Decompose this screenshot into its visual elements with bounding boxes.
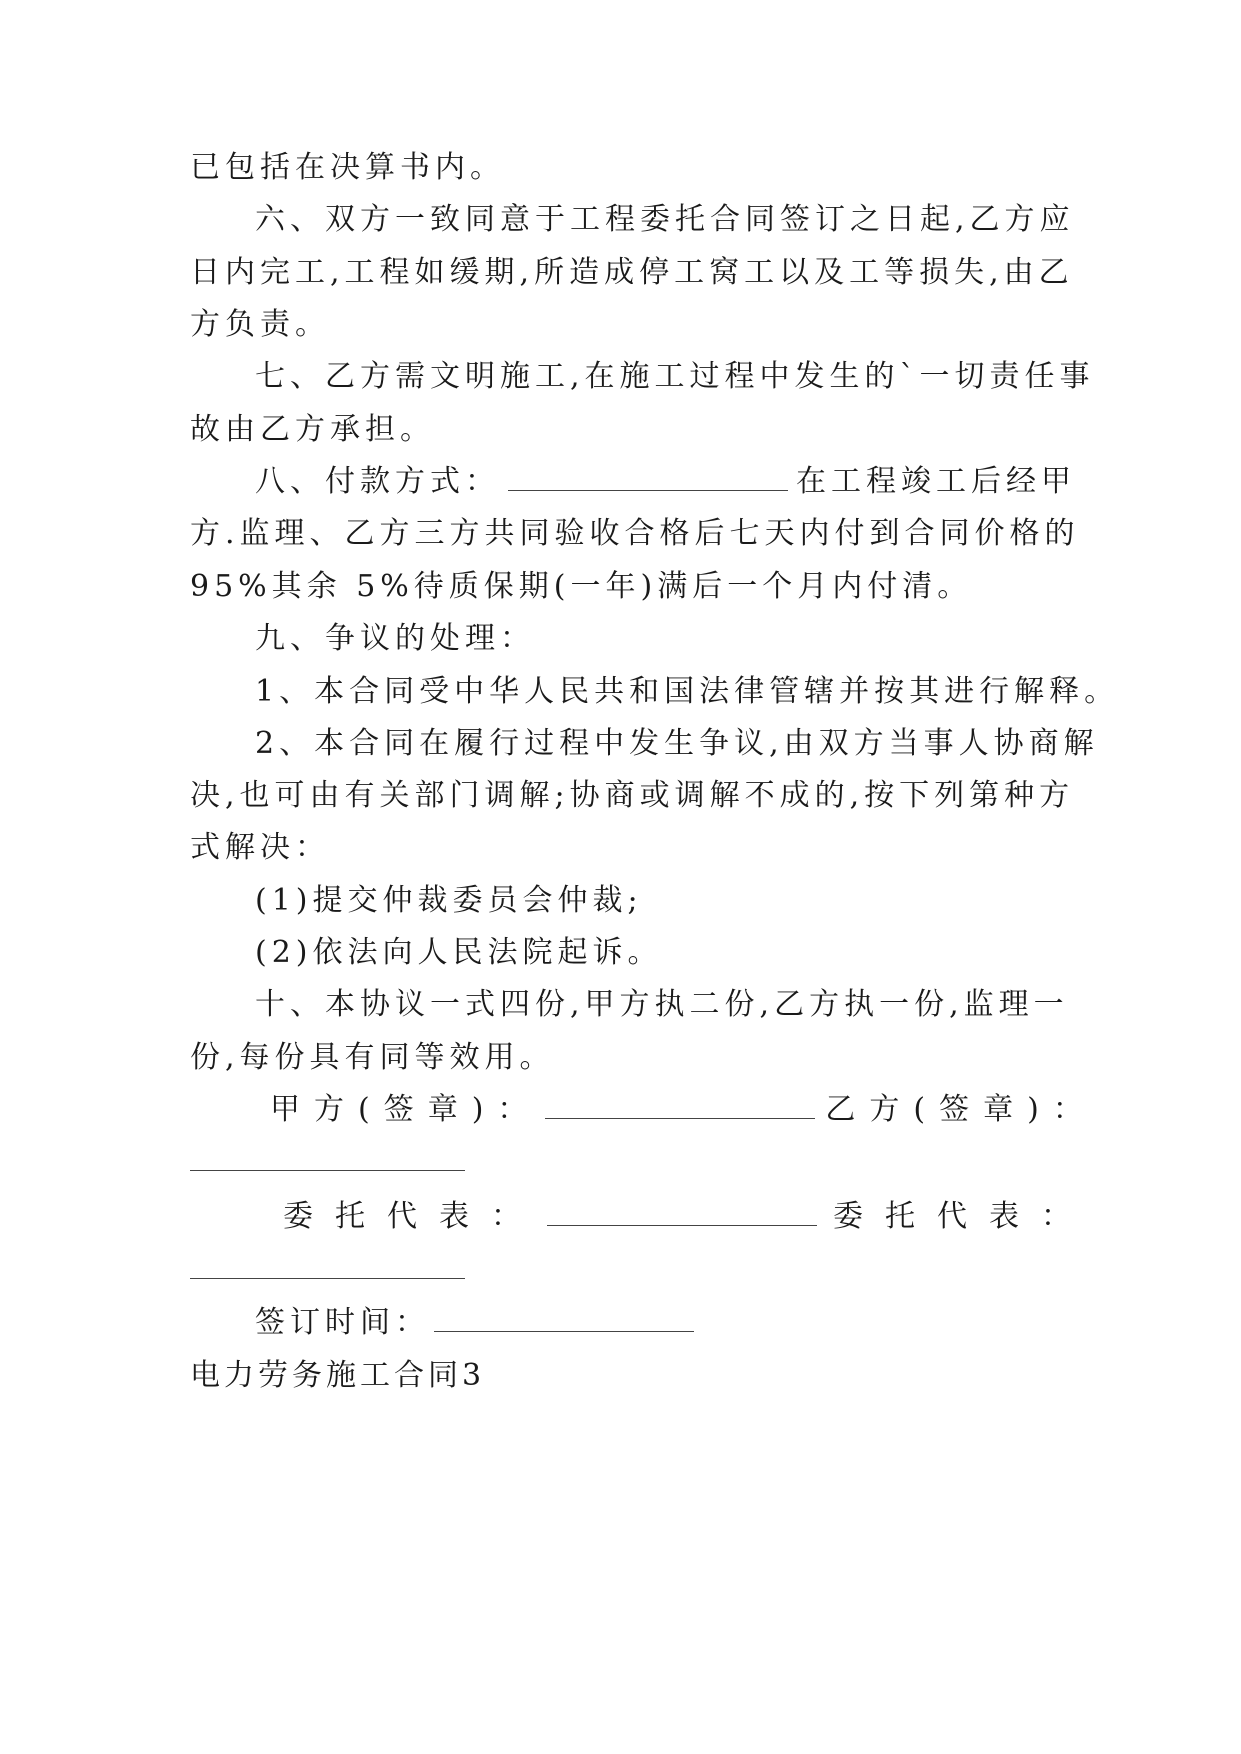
signing-date-row [255,1303,702,1343]
paragraph-line: 方负责。 [190,307,330,342]
clause-7: 七、乙方需文明施工,在施工过程中发生的`一切责任事 [255,359,1095,394]
agent-a-label: 委托代表： [283,1199,543,1234]
signature-row-parties [270,1090,1097,1130]
payment-after-text: 在工程竣工后经甲 [796,464,1076,499]
paragraph-line: 份,每份具有同等效用。 [190,1040,555,1075]
agent-a-blank[interactable] [547,1197,817,1226]
paragraph-line: 决,也可由有关部门调解;协商或调解不成的,按下列第种方 [190,778,1075,813]
dispute-item-2: 2、本合同在履行过程中发生争议,由双方当事人协商解 [255,726,1099,761]
party-a-blank[interactable] [545,1090,815,1119]
party-a-label: 甲方(签章)： [270,1092,542,1127]
paragraph-line: 故由乙方承担。 [190,412,435,447]
agent-b-label: 委托代表： [833,1199,1093,1234]
paragraph-line: 日内完工,工程如缓期,所造成停工窝工以及工等损失,由乙 [190,255,1074,290]
signing-date-blank[interactable] [434,1303,694,1332]
payment-blank[interactable] [508,462,788,491]
party-b-signature-line[interactable] [190,1170,465,1171]
agent-b-signature-line[interactable] [190,1278,465,1279]
clause-6: 六、双方一致同意于工程委托合同签订之日起,乙方应 [255,202,1075,237]
paragraph-line: 95%其余 5%待质保期(一年)满后一个月内付清。 [190,569,973,604]
party-b-label: 乙方(签章)： [825,1092,1097,1127]
dispute-item-1: 1、本合同受中华人民共和国法律管辖并按其进行解释。 [255,674,1120,709]
signature-row-agents [283,1197,1093,1237]
next-contract-title: 电力劳务施工合同3 [190,1358,486,1393]
payment-label: 八、付款方式： [255,464,500,499]
clause-10: 十、本协议一式四份,甲方执二份,乙方执一份,监理一 [255,987,1069,1022]
clause-8-payment [255,462,1076,502]
option-1: (1)提交仲裁委员会仲裁; [255,883,643,918]
paragraph-line: 方.监理、乙方三方共同验收合格后七天内付到合同价格的 [190,516,1080,551]
signing-date-label: 签订时间： [255,1305,430,1340]
option-2: (2)依法向人民法院起诉。 [255,935,663,970]
clause-9: 九、争议的处理： [255,621,535,656]
paragraph-line: 已包括在决算书内。 [190,150,505,185]
paragraph-line: 式解决： [190,830,330,865]
